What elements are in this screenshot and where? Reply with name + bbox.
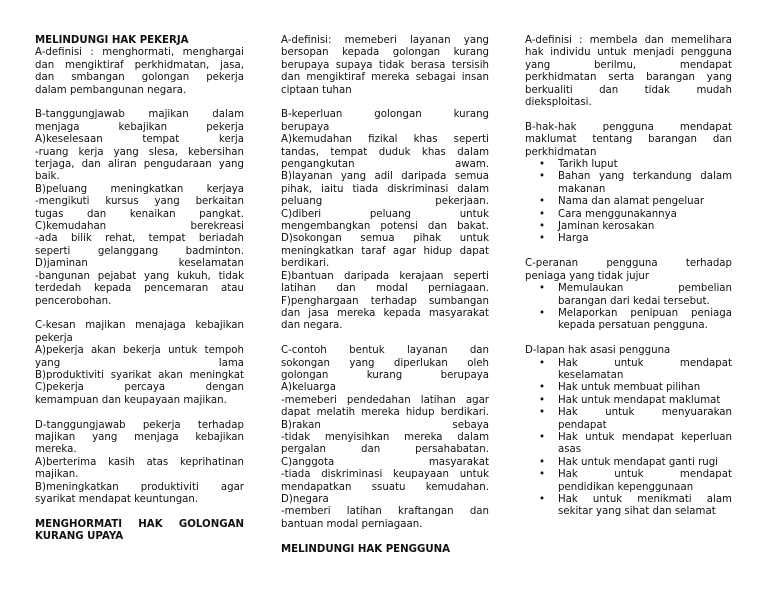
list-item-line: makanan [558, 183, 606, 195]
list-item-line: keselamatan [558, 369, 624, 381]
list-item-line: • Memulaukan pembelian [558, 283, 732, 295]
text-line: baik. [35, 171, 60, 183]
list-item [558, 382, 732, 394]
text-line: D-tanggungjawab pekerja terhadap [35, 419, 244, 431]
text-line: golongan kurang berupaya [281, 369, 489, 381]
text-line: peluang pekerjaan. [281, 196, 489, 208]
text-line: dalam pembangunan negara. [35, 84, 187, 96]
text-line: dan negara. [281, 320, 343, 332]
heading-melindungi-hak-pengguna: MELINDUNGI HAK PENGGUNA [281, 543, 451, 555]
text-line: B)rakan sebaya [281, 419, 489, 431]
text-line: -ada bilik rehat, tempat beriadah [35, 233, 244, 245]
text-line: B)produktiviti syarikat akan meningkat [35, 369, 244, 381]
text-line: majikan. [35, 469, 79, 481]
text-line: D)sokongan semua pihak untuk [281, 233, 489, 245]
list-item [558, 469, 732, 494]
list-item-line: • Hak untuk mendapat ganti rugi [558, 456, 719, 468]
text-line: -memberi latihan kraftangan dan [281, 506, 489, 518]
text-line: syarikat mendapat keuntungan. [35, 493, 199, 505]
paragraph [281, 35, 489, 97]
text-line: A-definisi: memeberi layanan yang [281, 35, 489, 46]
list-item-line: • Hak untuk mendapat keperluan [558, 431, 732, 443]
text-line: F)penghargaan terhadap sumbangan [281, 295, 489, 307]
list-item [558, 358, 732, 383]
text-line: -bangunan pejabat yang kukuh, tidak [35, 270, 244, 282]
bullet-list [525, 283, 732, 333]
paragraph [525, 122, 732, 159]
text-line: pengangkutan awam. [281, 159, 489, 171]
list-item-line: • Hak untuk mendapat [558, 357, 732, 369]
heading-melindungi-hak-pekerja: MELINDUNGI HAK PEKERJA [35, 35, 189, 46]
text-line: B)layanan yang adil daripada semua [281, 171, 489, 183]
list-item [558, 494, 732, 519]
list-item [558, 283, 732, 308]
text-line: pekerja [35, 332, 73, 344]
text-line: -tidak menyisihkan mereka dalam [281, 431, 489, 443]
text-line: A)berterima kasih atas keprihatinan [35, 456, 244, 468]
text-line: ciptaan tuhan [281, 84, 352, 96]
list-item [558, 233, 732, 245]
text-line: D)jaminan keselamatan [35, 258, 244, 270]
text-line: yang berilmu, mendapat [525, 59, 732, 71]
text-line: dapat melatih mereka hidup berdikari. [281, 407, 489, 419]
list-item-line: • Hak untuk menyuarakan [558, 407, 732, 419]
text-line: peniaga yang tidak jujur [525, 270, 650, 282]
list-item-line: • Nama dan alamat pengeluar [558, 196, 705, 208]
text-line: C)kemudahan berekreasi [35, 221, 244, 233]
text-line: D-lapan hak asasi pengguna [525, 345, 671, 357]
text-line: menjaga kebajikan pekerja [35, 121, 244, 133]
list-item-line: • Hak untuk membuat pilihan [558, 382, 701, 394]
list-item-line: pendapat [558, 419, 607, 431]
list-item [558, 221, 732, 233]
text-line: yang lama [35, 357, 244, 369]
text-line: latihan dan modal perniagaan. [281, 283, 489, 295]
text-line: B-keperluan golongan kurang [281, 109, 489, 121]
text-line: A-definisi : menghormati, menghargai [35, 47, 244, 59]
text-line: B)meningkatkan produktiviti agar [35, 481, 244, 493]
list-item-line: • Harga [558, 233, 589, 245]
text-line: A-definisi : membela dan memelihara [525, 35, 732, 46]
list-item-line: pendidikan kepenggunaan [558, 481, 694, 493]
text-line: C-peranan pengguna terhadap [525, 258, 732, 270]
list-item-line: • Bahan yang terkandung dalam [558, 171, 732, 183]
list-item-line: kepada persatuan pengguna. [558, 320, 708, 332]
text-line: berdikari. [281, 258, 330, 270]
column-kurang-upaya [281, 35, 489, 556]
text-line: terdedah kepada pencemaran atau [35, 283, 244, 295]
list-item [558, 457, 732, 469]
list-item [558, 407, 732, 432]
text-line: bantuan modal perniagaan. [281, 518, 423, 530]
text-line: dieksploitasi. [525, 97, 592, 109]
list-item [558, 395, 732, 407]
list-item-line: • Jaminan kerosakan [558, 221, 655, 233]
paragraph [35, 109, 244, 308]
text-line: majikan yang menjaga kebajikan [35, 431, 244, 443]
text-line: bersopan kepada golongan kurang [281, 47, 489, 59]
paragraph [525, 345, 732, 357]
list-item [558, 171, 732, 196]
text-line: pergalan dan persahabatan. [281, 444, 489, 456]
paragraph [281, 109, 489, 332]
text-line: berkualiti dan tidak mudah [525, 84, 732, 96]
list-item [558, 209, 732, 221]
text-line: dan jasa mereka kepada masyarakat [281, 307, 489, 319]
paragraph [35, 47, 244, 97]
text-line: berupaya supaya tidak berasa tersisih [281, 59, 489, 71]
list-item-line: • Cara menggunakannya [558, 208, 677, 220]
column-pengguna [525, 35, 732, 519]
text-line: dan smbangan golongan pekerja [35, 72, 244, 84]
text-line: B)peluang meningkatkan kerjaya [35, 183, 244, 195]
text-line: berupaya [281, 121, 330, 133]
text-line: dan mengiktiraf perkhidmatan, jasa, [35, 59, 244, 71]
paragraph [35, 320, 244, 407]
text-line: tugas dan kenaikan pangkat. [35, 208, 244, 220]
column-pekerja [35, 35, 244, 544]
paragraph [35, 420, 244, 507]
text-line: sokongan yang diperlukan oleh [281, 357, 489, 369]
text-line: A)kemudahan fizikal khas seperti [281, 134, 489, 146]
text-line: hak individu untuk menjadi pengguna [525, 47, 732, 59]
list-item-line: • Hak untuk mendapat maklumat [558, 394, 721, 406]
text-line: A)keluarga [281, 382, 336, 394]
text-line: maklumat tentang barangan dan [525, 134, 732, 146]
text-line: C)diberi peluang untuk [281, 208, 489, 220]
text-line: A)pekerja akan bekerja untuk tempoh [35, 345, 244, 357]
list-item-line: asas [558, 444, 582, 456]
text-line: perkhidmatan serta barangan yang [525, 72, 732, 84]
text-line: perkhidmatan [525, 146, 597, 158]
text-line: mengembangkan potensi dan bakat. [281, 221, 489, 233]
text-line: -memeberi pendedahan latihan agar [281, 394, 489, 406]
text-line: C)anggota masyarakat [281, 456, 489, 468]
list-item-line: • Tarikh luput [558, 159, 618, 171]
text-line: -tiada diskriminasi keupayaan untuk [281, 469, 489, 481]
list-item [558, 196, 732, 208]
text-line: B-tanggungjawab majikan dalam [35, 109, 244, 121]
text-line: -mengikuti kursus yang berkaitan [35, 196, 244, 208]
text-line: pihak, iaitu tiada diskriminasi dalam [281, 183, 489, 195]
text-line: mendapatkan ssuatu kemudahan. [281, 481, 489, 493]
paragraph [525, 35, 732, 109]
text-line: A)keselesaan tempat kerja [35, 134, 244, 146]
text-line: kemampuan dan keupayaan majikan. [35, 394, 227, 406]
text-line: pencerobohan. [35, 295, 112, 307]
text-line: B-hak-hak pengguna mendapat [525, 121, 732, 133]
paragraph [281, 345, 489, 531]
text-line: meningkatkan taraf agar hidup dapat [281, 245, 489, 257]
text-line: seperti gelanggang badminton. [35, 245, 244, 257]
text-line: mereka. [35, 444, 77, 456]
list-item [558, 308, 732, 333]
list-item-line: barangan dari kedai tersebut. [558, 295, 710, 307]
list-item [558, 432, 732, 457]
text-line: C-contoh bentuk layanan dan [281, 345, 489, 357]
text-line: tandas, tempat duduk khas dalam [281, 146, 489, 158]
text-line: D)negara [281, 494, 329, 505]
paragraph [525, 258, 732, 283]
text-line: C)pekerja percaya dengan [35, 382, 244, 394]
list-item-line: sekitar yang sihat dan selamat [558, 506, 716, 518]
text-line: C-kesan majikan menajaga kebajikan [35, 320, 244, 332]
list-item [558, 159, 732, 171]
list-item-line: • Hak untuk menikmati alam [558, 493, 732, 505]
bullet-list [525, 358, 732, 519]
heading-menghormati-hak-golongan-kurang-upaya: MENGHORMATI HAK GOLONGAN [35, 518, 244, 530]
text-line: terjaga, dan aliran pengudaraan yang [35, 159, 244, 171]
text-line: -ruang kerja yang slesa, kebersihan [35, 146, 244, 158]
list-item-line: • Melaporkan penipuan peniaga [558, 307, 732, 319]
list-item-line: • Hak untuk mendapat [558, 469, 732, 481]
heading-menghormati-hak-golongan-kurang-upaya-line2: KURANG UPAYA [35, 531, 124, 543]
bullet-list [525, 159, 732, 246]
text-line: dan mengiktiraf mereka sebagai insan [281, 72, 489, 84]
text-line: E)bantuan daripada kerajaan seperti [281, 270, 489, 282]
